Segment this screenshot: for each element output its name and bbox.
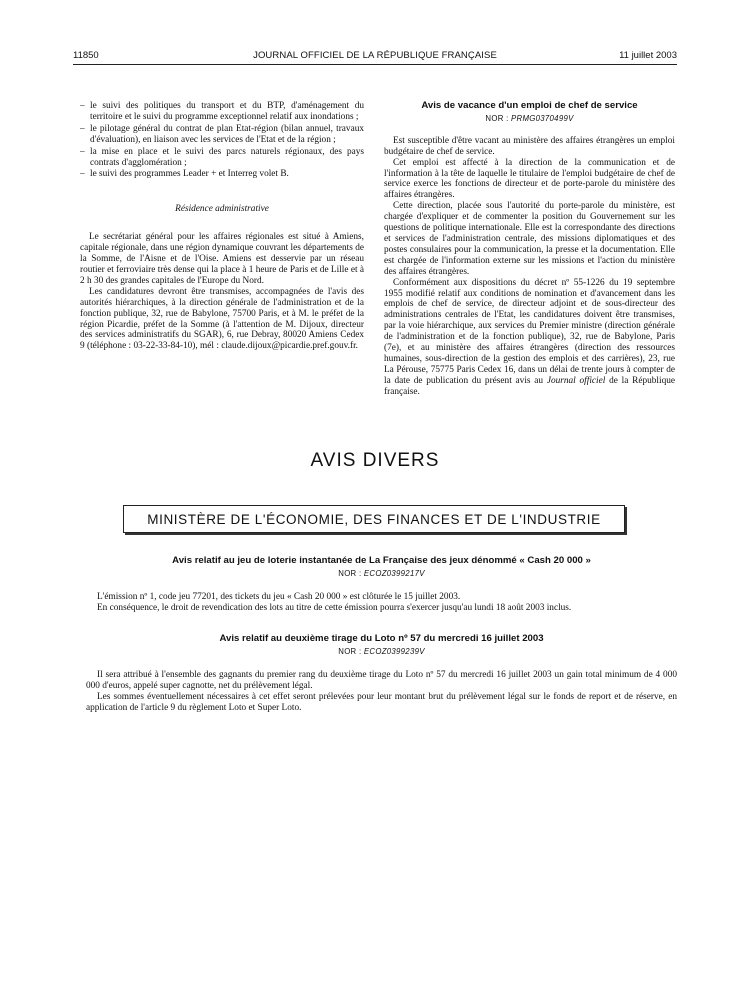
nor-label: NOR : <box>485 113 509 123</box>
candidature-paragraph: Les candidatures devront être transmises, accompagnées de l'avis des autorités hiérarchiques, à la direction générale de l'administration et de la fonction publique, 32, rue de Babylone, 75700 Paris, et à M. le préfet de la région Picardie, préfet de la Somme (à l'attention de M. Dijoux, directeur des services administratifs du SGAR), 6, rue Debray, 80020 Amiens Cedex 9 (téléphone : 03-22-33-84-10), mél : claude.dijoux@picardie.pref.gouv.fr. <box>80 286 364 352</box>
list-item: – le suivi des programmes Leader + et Interreg volet B. <box>80 169 364 180</box>
vacancy-paragraph-final <box>384 278 675 398</box>
running-header <box>73 50 677 64</box>
notice-title: Avis relatif au deuxième tirage du Loto nº 57 du mercredi 16 juillet 2003 <box>219 633 544 644</box>
nor-code: ECOZ0399217V <box>363 568 425 578</box>
notice-paragraph: L'émission nº 1, code jeu 77201, des tickets du jeu « Cash 20 000 » est clôturée le 15 juillet 2003. <box>97 591 461 602</box>
notice-loto <box>86 634 677 713</box>
nor-code: PRMG0370499V <box>511 113 574 123</box>
section-title: AVIS DIVERS <box>310 450 440 471</box>
list-item: – la mise en place et le suivi des parcs naturels régionaux, des pays contrats d'agglomération ; <box>80 147 364 169</box>
right-column <box>384 101 675 398</box>
list-item: – le suivi des politiques du transport et du BTP, d'aménagement du territoire et le suivi du programme exceptionnel relatif aux inondations ; <box>80 101 364 123</box>
list-item: – le pilotage général du contrat de plan Etat-région (bilan annuel, travaux d'évaluation), en liaison avec les services de l'Etat et de la région ; <box>80 124 364 146</box>
residence-subheading: Résidence administrative <box>175 204 269 215</box>
nor-label: NOR : <box>338 646 362 656</box>
final-text-end: de la République française. <box>384 375 676 397</box>
nor-code: ECOZ0399239V <box>363 646 425 656</box>
notice-nor <box>86 647 677 658</box>
ministry-name: MINISTÈRE DE L'ÉCONOMIE, DES FINANCES ET DE L'INDUSTRIE <box>147 511 601 527</box>
notice-paragraph: Il sera attribué à l'ensemble des gagnants du premier rang du deuxième tirage du Loto nº 57 du mercredi 16 juillet 2003 un gain total minimum de 4 000 000 d'euros, appelé super cagnotte, net du prélèvement légal. <box>86 669 677 691</box>
issue-date: 11 juillet 2003 <box>619 50 677 61</box>
ministry-banner <box>123 505 625 533</box>
journal-title: JOURNAL OFFICIEL DE LA RÉPUBLIQUE FRANÇAISE <box>253 50 497 61</box>
notice-paragraph: En conséquence, le droit de revendication des lots au titre de cette émission pourra s'exercer jusqu'au lundi 18 août 2003 inclus. <box>97 602 572 613</box>
notice-cash <box>86 556 677 614</box>
vacancy-nor <box>384 114 675 125</box>
vacancy-paragraph: Est susceptible d'être vacant au ministère des affaires étrangères un emploi budgétaire de chef de service. <box>384 135 675 157</box>
final-text: Conformément aux dispositions du décret nº 55-1226 du 19 septembre 1955 modifié relatif aux conditions de nomination et d'avancement dans les emplois de chef de service, de directeur adjoint et de sous-directeur des administrations centrales de l'Etat, les candidatures doivent être transmises, par la voie hiérarchique, aux services du Premier ministre (direction générale de l'administration et de la fonction publique), 32, rue de Babylone, Paris (7e), et au ministère des affaires étrangères (direction des ressources humaines, sous-direction de la gestion des emplois et des carrières), 23, rue La Pérouse, 75775 Paris Cedex 16, dans un délai de trente jours à compter de la date de publication du présent avis au <box>384 277 675 386</box>
notice-title: Avis relatif au jeu de loterie instantanée de La Française des jeux dénommé « Cash 20 000 » <box>172 555 591 566</box>
notice-paragraph: Les sommes éventuellement nécessaires à cet effet seront prélevées pour leur montant brut du prélèvement légal sur le fonds de report et de réserve, en application de l'article 9 du règlement Loto et Super Loto. <box>86 691 677 713</box>
residence-paragraph: Le secrétariat général pour les affaires régionales est situé à Amiens, capitale régionale, dans une région dynamique couvrant les départements de la Somme, de l'Aisne et de l'Oise. Amiens est desservie par un réseau routier et ferroviaire très dense qui la place à 1 heure de Paris et de Lille et à 2 h 30 des grandes capitales de l'Europe du Nord. <box>80 232 364 286</box>
journal-officiel-italic: Journal officiel <box>546 375 606 386</box>
vacancy-title: Avis de vacance d'un emploi de chef de service <box>421 100 638 111</box>
vacancy-paragraph: Cet emploi est affecté à la direction de la communication et de l'information à la tête de laquelle le titulaire de l'emploi budgétaire de chef de service exerce les fonctions de directeur et de porte-parole du ministère des affaires étrangères. <box>384 157 675 201</box>
page-number: 11850 <box>73 50 99 61</box>
nor-label: NOR : <box>338 568 362 578</box>
header-rule <box>73 64 677 65</box>
mission-list <box>80 101 364 180</box>
left-column <box>80 101 364 352</box>
vacancy-paragraph: Cette direction, placée sous l'autorité du porte-parole du ministère, est chargée d'expliquer et de commenter la position du Gouvernement sur les questions de politique internationale. Elle est la correspondante des directions et services de l'administration centrale, des missions diplomatiques et des postes consulaires pour la communication, la presse et la documentation. Elle est chargée de l'information externe sur les missions et l'action du ministère des affaires étrangères. <box>384 201 675 277</box>
notice-nor <box>86 569 677 580</box>
